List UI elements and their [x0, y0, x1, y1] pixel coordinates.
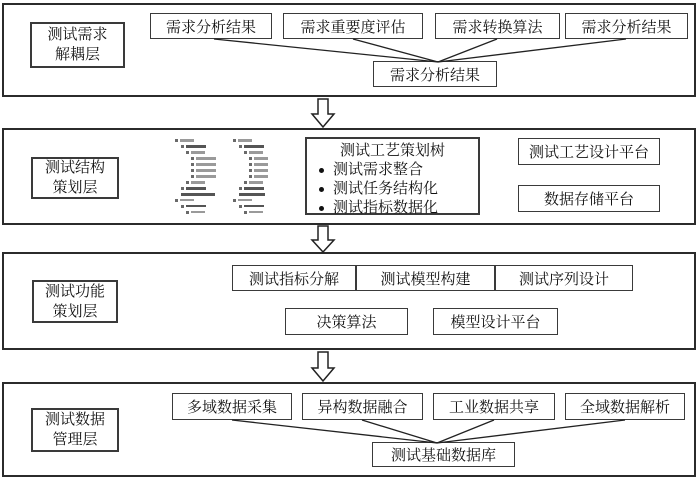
label-line2: 管理层 — [52, 432, 98, 448]
box-industrial-data-sharing: 工业数据共享 — [433, 393, 555, 420]
box-model-design-platform: 模型设计平台 — [433, 308, 558, 335]
label-test-requirement-decoupling-layer — [30, 22, 125, 68]
flow-arrow-down-icon — [312, 226, 334, 252]
label-line2: 策划层 — [52, 180, 98, 196]
bullet-dot-icon — [319, 168, 324, 173]
box-data-storage-platform: 数据存储平台 — [518, 185, 660, 212]
box-test-basic-database: 测试基础数据库 — [372, 442, 515, 467]
label-test-structure-planning-layer — [31, 157, 119, 199]
box-test-sequence-design: 测试序列设计 — [495, 265, 633, 291]
tree-column — [175, 134, 225, 224]
tree-box-bullet-3: 测试指标数据化 — [307, 199, 478, 218]
label-test-data-management-layer — [31, 408, 119, 452]
tree-column — [233, 134, 283, 224]
label-test-function-planning-layer — [32, 280, 118, 323]
bullet-dot-icon — [319, 206, 324, 211]
label-line2: 策划层 — [52, 303, 98, 320]
box-requirement-conversion-algorithm: 需求转换算法 — [435, 13, 560, 39]
box-requirement-analysis-result-merged: 需求分析结果 — [373, 61, 497, 87]
label-line1: 测试结构 — [44, 160, 105, 176]
label-line1: 测试数据 — [44, 412, 105, 428]
label-line1: 测试需求 — [47, 27, 108, 43]
box-test-process-planning-tree — [305, 137, 480, 215]
label-line2: 解耦层 — [54, 47, 100, 63]
box-requirement-analysis-result-1: 需求分析结果 — [150, 13, 272, 39]
box-test-model-construction: 测试模型构建 — [356, 265, 495, 291]
box-test-process-design-platform: 测试工艺设计平台 — [518, 138, 660, 165]
box-global-data-analysis: 全域数据解析 — [565, 393, 685, 420]
bullet-dot-icon — [319, 187, 324, 192]
box-heterogeneous-data-fusion: 异构数据融合 — [302, 393, 423, 420]
box-requirement-importance-evaluation: 需求重要度评估 — [283, 13, 423, 39]
tree-box-bullet-1: 测试需求整合 — [307, 161, 478, 180]
box-test-index-decomposition: 测试指标分解 — [232, 265, 356, 291]
flow-arrow-down-icon — [312, 99, 334, 127]
tree-box-title: 测试工艺策划树 — [339, 143, 445, 159]
box-multidomain-data-collection: 多域数据采集 — [172, 393, 292, 420]
flow-arrow-down-icon — [312, 352, 334, 381]
label-line1: 测试功能 — [44, 283, 105, 300]
box-decision-algorithm: 决策算法 — [285, 308, 408, 335]
box-requirement-analysis-result-2: 需求分析结果 — [565, 13, 688, 39]
tree-box-bullet-2: 测试任务结构化 — [307, 180, 478, 199]
process-tree-thumbnail — [175, 134, 283, 224]
